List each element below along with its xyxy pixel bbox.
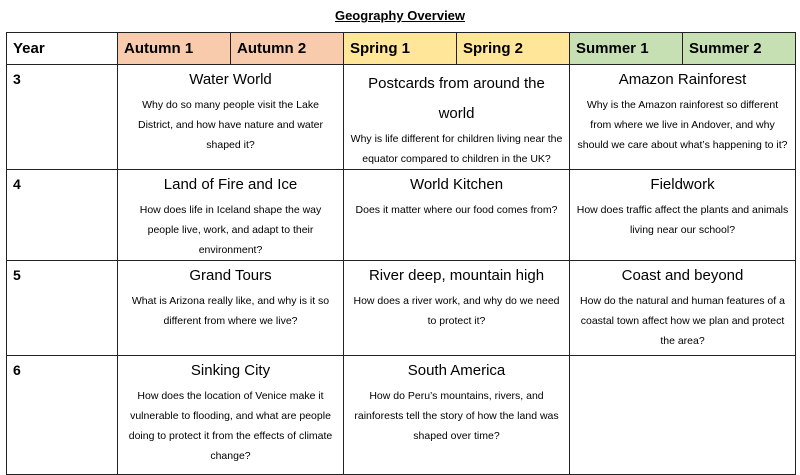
unit-cell-autumn: [118, 170, 344, 261]
unit-question: How does the location of Venice make it vulnerable to flooding, and what are people doing to protect it from the effects of climate change?: [128, 390, 333, 462]
header-summer-1: Summer 1: [570, 33, 683, 65]
unit-question: What is Arizona really like, and why is it so different from where we live?: [131, 295, 330, 327]
unit-cell-autumn: [118, 356, 344, 475]
unit-title: South America: [407, 362, 506, 379]
header-autumn-2: Autumn 2: [231, 33, 344, 65]
header-row: [7, 33, 796, 65]
unit-cell-autumn: [118, 65, 344, 170]
unit-cell-spring: [344, 170, 570, 261]
unit-cell-summer: [570, 65, 796, 170]
year-cell: 5: [7, 261, 118, 356]
unit-title: Land of Fire and Ice: [163, 176, 298, 193]
table-row-year-4: [7, 170, 796, 261]
unit-title: River deep, mountain high: [368, 267, 545, 284]
unit-question: How do the natural and human features of a coastal town affect how we plan and protect the area?: [580, 295, 785, 347]
unit-cell-summer-empty: [570, 356, 796, 475]
unit-title: World Kitchen: [409, 176, 504, 193]
unit-question: How do Peru’s mountains, rivers, and rainforests tell the story of how the land was shaped over time?: [354, 390, 559, 442]
unit-question: How does traffic affect the plants and animals living near our school?: [576, 204, 789, 236]
unit-question: Does it matter where our food comes from?: [355, 204, 558, 216]
unit-title: Coast and beyond: [621, 267, 744, 284]
unit-question: How does life in Iceland shape the way people live, work, and adapt to their environment?: [139, 204, 322, 256]
table-row-year-5: [7, 261, 796, 356]
unit-title: Water World: [189, 71, 272, 88]
unit-cell-spring: [344, 261, 570, 356]
page-title: Geography Overview: [334, 8, 466, 23]
unit-question: Why is the Amazon rainforest so different from where we live in Andover, and why should we care about what’s happening to it?: [577, 99, 788, 151]
year-cell: 6: [7, 356, 118, 475]
unit-cell-spring: [344, 356, 570, 475]
unit-cell-summer: [570, 261, 796, 356]
header-autumn-1: Autumn 1: [118, 33, 231, 65]
unit-question: Why is life different for children living near the equator compared to children in the UK?: [350, 133, 563, 165]
unit-title: Fieldwork: [650, 176, 715, 193]
header-spring-2: Spring 2: [457, 33, 570, 65]
unit-title: Grand Tours: [189, 267, 272, 284]
year-cell: 4: [7, 170, 118, 261]
header-spring-1: Spring 1: [344, 33, 457, 65]
table-row-year-3: [7, 65, 796, 170]
unit-cell-autumn: [118, 261, 344, 356]
unit-title: Sinking City: [190, 362, 271, 379]
unit-question: Why do so many people visit the Lake District, and how have nature and water shaped it?: [137, 99, 324, 151]
geography-overview-table: [6, 32, 796, 475]
header-year: Year: [7, 33, 118, 65]
year-cell: 3: [7, 65, 118, 170]
unit-title: Postcards from around the world: [368, 75, 545, 122]
unit-question: How does a river work, and why do we need to protect it?: [353, 295, 560, 327]
header-summer-2: Summer 2: [683, 33, 796, 65]
unit-cell-summer: [570, 170, 796, 261]
unit-title: Amazon Rainforest: [618, 71, 747, 88]
unit-cell-spring: [344, 65, 570, 170]
table-row-year-6: [7, 356, 796, 475]
